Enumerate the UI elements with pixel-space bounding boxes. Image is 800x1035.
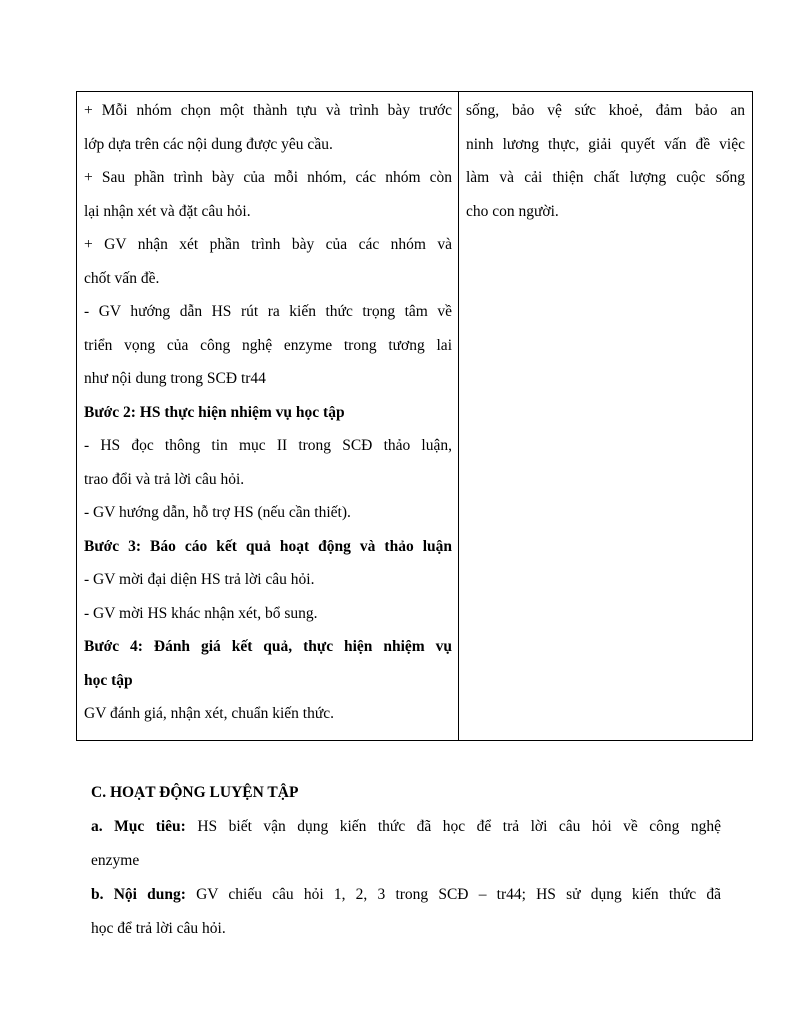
content-text: GV chiếu câu hỏi 1, 2, 3 trong SCĐ – tr44; HS sử dụng kiến thức đã [185,886,721,903]
teacher-student-activities-column [77,92,459,740]
table-text-line: Bước 3: Báo cáo kết quả hoạt động và thảo luận [84,537,452,555]
content-line [91,878,721,912]
table-text-line: làm và cải thiện chất lượng cuộc sống [466,169,745,186]
section-heading: C. HOẠT ĐỘNG LUYỆN TẬP [91,784,299,801]
table-text-line: - GV hướng dẫn, hỗ trợ HS (nếu cần thiết). [84,504,351,521]
content-line-continued: học để trả lời câu hỏi. [91,920,226,937]
table-text-line: ninh lương thực, giải quyết vấn đề việc [466,135,745,153]
table-text-line: trao đổi và trả lời câu hỏi. [84,470,245,488]
table-text-line: + Sau phần trình bày của mỗi nhóm, các nhóm còn [84,169,452,186]
table-text-line: triển vọng của công nghệ enzyme trong tương lai [84,336,452,354]
table-text-line: chốt vấn đề. [84,269,160,287]
table-text-line: - GV mời đại diện HS trả lời câu hỏi. [84,571,315,588]
table-text-line: Bước 2: HS thực hiện nhiệm vụ học tập [84,403,345,421]
table-text-line: lại nhận xét và đặt câu hỏi. [84,202,251,220]
table-text-line: + Mỗi nhóm chọn một thành tựu và trình bày trước [84,102,452,119]
table-text-line: học tập [84,671,133,689]
objective-line-continued: enzyme [91,852,140,869]
table-text-line: sống, bảo vệ sức khoẻ, đảm bảo an [466,102,745,119]
table-text-line: lớp dựa trên các nội dung được yêu cầu. [84,135,333,153]
expected-outcome-column [459,92,752,740]
activity-table [76,91,753,741]
table-text-line: + GV nhận xét phần trình bày của các nhóm và [84,236,452,253]
table-text-line: GV đánh giá, nhận xét, chuẩn kiến thức. [84,705,335,722]
table-text-line: - HS đọc thông tin mục II trong SCĐ thảo luận, [84,437,452,454]
content-label: b. Nội dung: [91,886,186,903]
table-text-line: - GV mời HS khác nhận xét, bổ sung. [84,604,318,622]
objective-line [91,810,721,844]
table-text-line: cho con người. [466,202,559,220]
table-text-line: Bước 4: Đánh giá kết quả, thực hiện nhiệm vụ [84,638,452,655]
objective-label: a. Mục tiêu: [91,818,186,835]
table-text-line: như nội dung trong SCĐ tr44 [84,370,266,387]
table-text-line: - GV hướng dẫn HS rút ra kiến thức trọng tâm về [84,303,452,320]
practice-section [91,776,721,946]
objective-text: HS biết vận dụng kiến thức đã học để trả lời câu hỏi về công nghệ [185,818,721,835]
